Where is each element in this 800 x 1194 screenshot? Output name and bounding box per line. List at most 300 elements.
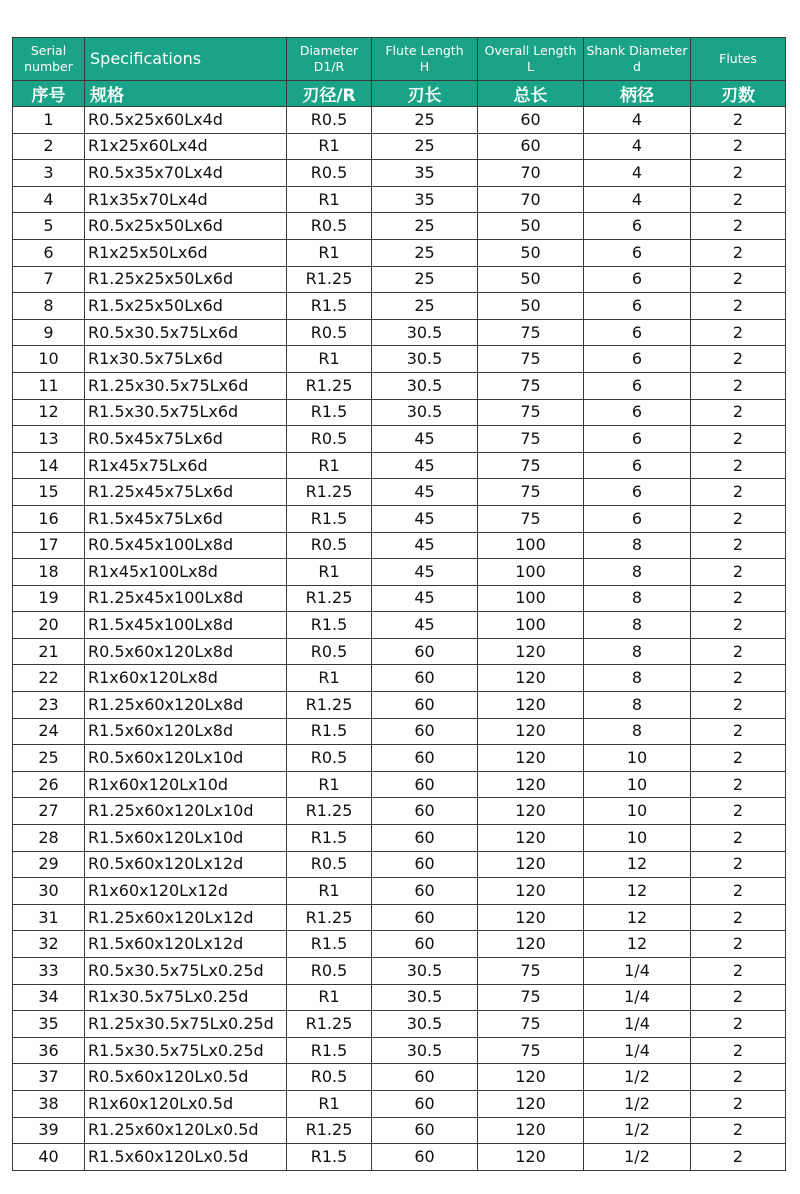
- spec-cell: R1.25x30.5x75Lx6d: [85, 372, 287, 399]
- flute-length-cell: 60: [372, 692, 478, 719]
- flutes-cell: 2: [691, 346, 786, 373]
- flutes-cell: 2: [691, 426, 786, 453]
- shank-diameter-cell: 8: [584, 665, 691, 692]
- table-row: [13, 771, 786, 798]
- spec-cell: R1x30.5x75Lx6d: [85, 346, 287, 373]
- diameter-cell: R1.5: [287, 931, 372, 958]
- serial-cell: 40: [13, 1144, 85, 1171]
- header-flutes-cn: 刃数: [691, 81, 786, 107]
- shank-diameter-cell: 1/4: [584, 1011, 691, 1038]
- shank-diameter-cell: 6: [584, 293, 691, 320]
- overall-length-cell: 120: [478, 1064, 584, 1091]
- overall-length-cell: 120: [478, 931, 584, 958]
- table-row: [13, 426, 786, 453]
- flute-length-cell: 35: [372, 186, 478, 213]
- overall-length-cell: 120: [478, 1090, 584, 1117]
- shank-diameter-cell: 1/4: [584, 1037, 691, 1064]
- flute-length-cell: 60: [372, 771, 478, 798]
- serial-cell: 31: [13, 904, 85, 931]
- overall-length-cell: 75: [478, 372, 584, 399]
- flute-length-cell: 60: [372, 1090, 478, 1117]
- shank-diameter-cell: 6: [584, 213, 691, 240]
- header-flutes: Flutes: [691, 38, 786, 81]
- shank-diameter-cell: 6: [584, 399, 691, 426]
- overall-length-cell: 75: [478, 505, 584, 532]
- flute-length-cell: 30.5: [372, 399, 478, 426]
- flutes-cell: 2: [691, 878, 786, 905]
- flute-length-cell: 30.5: [372, 372, 478, 399]
- flute-length-cell: 25: [372, 133, 478, 160]
- overall-length-cell: 120: [478, 771, 584, 798]
- diameter-cell: R0.5: [287, 851, 372, 878]
- table-row: [13, 585, 786, 612]
- table-row: [13, 665, 786, 692]
- flute-length-cell: 35: [372, 160, 478, 187]
- table-row: [13, 798, 786, 825]
- table-row: [13, 133, 786, 160]
- shank-diameter-cell: 1/2: [584, 1117, 691, 1144]
- overall-length-cell: 120: [478, 745, 584, 772]
- serial-cell: 12: [13, 399, 85, 426]
- flutes-cell: 2: [691, 851, 786, 878]
- table-row: [13, 984, 786, 1011]
- flute-length-cell: 45: [372, 452, 478, 479]
- header-diameter-line2: D1/R: [313, 59, 345, 74]
- table-row: [13, 1144, 786, 1171]
- diameter-cell: R1: [287, 878, 372, 905]
- serial-cell: 33: [13, 958, 85, 985]
- header-flute-length: [372, 38, 478, 81]
- overall-length-cell: 120: [478, 904, 584, 931]
- diameter-cell: R1: [287, 984, 372, 1011]
- shank-diameter-cell: 8: [584, 718, 691, 745]
- flutes-cell: 2: [691, 958, 786, 985]
- overall-length-cell: 100: [478, 585, 584, 612]
- spec-cell: R1.25x60x120Lx10d: [85, 798, 287, 825]
- header-shank-diameter: [584, 38, 691, 81]
- spec-cell: R1.25x60x120Lx8d: [85, 692, 287, 719]
- diameter-cell: R1: [287, 1090, 372, 1117]
- serial-cell: 17: [13, 532, 85, 559]
- flute-length-cell: 60: [372, 931, 478, 958]
- overall-length-cell: 75: [478, 1011, 584, 1038]
- spec-cell: R0.5x60x120Lx0.5d: [85, 1064, 287, 1091]
- table-row: [13, 692, 786, 719]
- flute-length-cell: 45: [372, 585, 478, 612]
- flutes-cell: 2: [691, 825, 786, 852]
- flutes-cell: 2: [691, 266, 786, 293]
- table-row: [13, 266, 786, 293]
- header-diameter: [287, 38, 372, 81]
- flute-length-cell: 25: [372, 213, 478, 240]
- shank-diameter-cell: 6: [584, 479, 691, 506]
- flute-length-cell: 60: [372, 745, 478, 772]
- flute-length-cell: 30.5: [372, 346, 478, 373]
- header-serial-line2: number: [24, 59, 73, 74]
- flutes-cell: 2: [691, 319, 786, 346]
- diameter-cell: R1: [287, 665, 372, 692]
- serial-cell: 36: [13, 1037, 85, 1064]
- spec-cell: R1x60x120Lx8d: [85, 665, 287, 692]
- overall-length-cell: 50: [478, 293, 584, 320]
- flutes-cell: 2: [691, 798, 786, 825]
- header-row-chinese: [13, 81, 786, 107]
- spec-cell: R1.25x60x120Lx12d: [85, 904, 287, 931]
- flute-length-cell: 60: [372, 1117, 478, 1144]
- shank-diameter-cell: 6: [584, 505, 691, 532]
- spec-cell: R0.5x45x100Lx8d: [85, 532, 287, 559]
- diameter-cell: R1: [287, 186, 372, 213]
- shank-diameter-cell: 6: [584, 452, 691, 479]
- flute-length-cell: 30.5: [372, 958, 478, 985]
- spec-cell: R1x30.5x75Lx0.25d: [85, 984, 287, 1011]
- flutes-cell: 2: [691, 1011, 786, 1038]
- shank-diameter-cell: 12: [584, 878, 691, 905]
- shank-diameter-cell: 4: [584, 186, 691, 213]
- diameter-cell: R1: [287, 239, 372, 266]
- diameter-cell: R1.5: [287, 1037, 372, 1064]
- header-overall-length-cn: 总长: [478, 81, 584, 107]
- diameter-cell: R1.5: [287, 825, 372, 852]
- serial-cell: 4: [13, 186, 85, 213]
- flute-length-cell: 45: [372, 532, 478, 559]
- spec-cell: R1.25x45x100Lx8d: [85, 585, 287, 612]
- overall-length-cell: 100: [478, 559, 584, 586]
- serial-cell: 35: [13, 1011, 85, 1038]
- shank-diameter-cell: 8: [584, 692, 691, 719]
- diameter-cell: R0.5: [287, 213, 372, 240]
- shank-diameter-cell: 4: [584, 133, 691, 160]
- serial-cell: 5: [13, 213, 85, 240]
- table-row: [13, 958, 786, 985]
- flutes-cell: 2: [691, 1144, 786, 1171]
- overall-length-cell: 100: [478, 612, 584, 639]
- spec-cell: R1.5x60x120Lx10d: [85, 825, 287, 852]
- header-shank-diameter-line2: d: [633, 59, 641, 74]
- flutes-cell: 2: [691, 1064, 786, 1091]
- header-serial-line1: Serial: [30, 43, 67, 58]
- table-row: [13, 878, 786, 905]
- header-spec-cn: 规格: [85, 81, 287, 107]
- flute-length-cell: 60: [372, 851, 478, 878]
- flute-length-cell: 60: [372, 638, 478, 665]
- serial-cell: 21: [13, 638, 85, 665]
- table-row: [13, 107, 786, 134]
- table-body: [13, 107, 786, 1171]
- overall-length-cell: 120: [478, 1117, 584, 1144]
- shank-diameter-cell: 4: [584, 160, 691, 187]
- header-shank-diameter-cn: 柄径: [584, 81, 691, 107]
- serial-cell: 15: [13, 479, 85, 506]
- diameter-cell: R1.5: [287, 1144, 372, 1171]
- spec-cell: R1x60x120Lx12d: [85, 878, 287, 905]
- shank-diameter-cell: 1/4: [584, 958, 691, 985]
- overall-length-cell: 75: [478, 399, 584, 426]
- diameter-cell: R1.25: [287, 266, 372, 293]
- flute-length-cell: 60: [372, 665, 478, 692]
- serial-cell: 7: [13, 266, 85, 293]
- flute-length-cell: 25: [372, 107, 478, 134]
- diameter-cell: R1: [287, 452, 372, 479]
- spec-cell: R1.5x30.5x75Lx6d: [85, 399, 287, 426]
- diameter-cell: R0.5: [287, 426, 372, 453]
- table-row: [13, 1037, 786, 1064]
- shank-diameter-cell: 8: [584, 532, 691, 559]
- header-overall-length: [478, 38, 584, 81]
- diameter-cell: R1.5: [287, 612, 372, 639]
- flute-length-cell: 30.5: [372, 984, 478, 1011]
- flute-length-cell: 60: [372, 904, 478, 931]
- table-row: [13, 399, 786, 426]
- diameter-cell: R1: [287, 559, 372, 586]
- diameter-cell: R1.25: [287, 372, 372, 399]
- serial-cell: 1: [13, 107, 85, 134]
- shank-diameter-cell: 6: [584, 266, 691, 293]
- table-row: [13, 372, 786, 399]
- table-row: [13, 186, 786, 213]
- spec-table-container: [12, 37, 785, 1171]
- overall-length-cell: 75: [478, 1037, 584, 1064]
- diameter-cell: R1: [287, 133, 372, 160]
- serial-cell: 10: [13, 346, 85, 373]
- flute-length-cell: 45: [372, 612, 478, 639]
- diameter-cell: R1.5: [287, 399, 372, 426]
- serial-cell: 27: [13, 798, 85, 825]
- flutes-cell: 2: [691, 213, 786, 240]
- flute-length-cell: 60: [372, 1144, 478, 1171]
- flute-length-cell: 60: [372, 718, 478, 745]
- flute-length-cell: 45: [372, 559, 478, 586]
- serial-cell: 16: [13, 505, 85, 532]
- flutes-cell: 2: [691, 479, 786, 506]
- overall-length-cell: 120: [478, 638, 584, 665]
- flutes-cell: 2: [691, 399, 786, 426]
- header-diameter-line1: Diameter: [299, 43, 359, 58]
- flutes-cell: 2: [691, 133, 786, 160]
- shank-diameter-cell: 8: [584, 559, 691, 586]
- spec-cell: R1x45x75Lx6d: [85, 452, 287, 479]
- shank-diameter-cell: 6: [584, 426, 691, 453]
- diameter-cell: R0.5: [287, 638, 372, 665]
- flutes-cell: 2: [691, 585, 786, 612]
- overall-length-cell: 60: [478, 107, 584, 134]
- shank-diameter-cell: 6: [584, 319, 691, 346]
- spec-cell: R0.5x60x120Lx12d: [85, 851, 287, 878]
- spec-cell: R1.5x60x120Lx12d: [85, 931, 287, 958]
- flutes-cell: 2: [691, 239, 786, 266]
- serial-cell: 14: [13, 452, 85, 479]
- flute-length-cell: 45: [372, 505, 478, 532]
- serial-cell: 6: [13, 239, 85, 266]
- header-serial: [13, 38, 85, 81]
- shank-diameter-cell: 8: [584, 585, 691, 612]
- spec-cell: R1.5x30.5x75Lx0.25d: [85, 1037, 287, 1064]
- shank-diameter-cell: 10: [584, 771, 691, 798]
- table-row: [13, 505, 786, 532]
- flutes-cell: 2: [691, 1037, 786, 1064]
- diameter-cell: R0.5: [287, 745, 372, 772]
- flute-length-cell: 45: [372, 426, 478, 453]
- header-overall-length-line1: Overall Length: [484, 43, 577, 58]
- serial-cell: 26: [13, 771, 85, 798]
- flutes-cell: 2: [691, 984, 786, 1011]
- spec-cell: R1x45x100Lx8d: [85, 559, 287, 586]
- table-row: [13, 239, 786, 266]
- flutes-cell: 2: [691, 718, 786, 745]
- overall-length-cell: 120: [478, 878, 584, 905]
- shank-diameter-cell: 10: [584, 798, 691, 825]
- spec-cell: R0.5x25x50Lx6d: [85, 213, 287, 240]
- shank-diameter-cell: 8: [584, 638, 691, 665]
- overall-length-cell: 75: [478, 984, 584, 1011]
- shank-diameter-cell: 6: [584, 239, 691, 266]
- diameter-cell: R1.25: [287, 1011, 372, 1038]
- table-row: [13, 825, 786, 852]
- serial-cell: 19: [13, 585, 85, 612]
- header-spec: Specifications: [85, 38, 287, 81]
- flute-length-cell: 30.5: [372, 319, 478, 346]
- flutes-cell: 2: [691, 692, 786, 719]
- header-flute-length-line1: Flute Length: [385, 43, 464, 58]
- flute-length-cell: 45: [372, 479, 478, 506]
- flutes-cell: 2: [691, 107, 786, 134]
- overall-length-cell: 120: [478, 1144, 584, 1171]
- diameter-cell: R1.5: [287, 505, 372, 532]
- spec-cell: R1.5x60x120Lx0.5d: [85, 1144, 287, 1171]
- overall-length-cell: 120: [478, 851, 584, 878]
- flute-length-cell: 30.5: [372, 1037, 478, 1064]
- serial-cell: 32: [13, 931, 85, 958]
- table-row: [13, 559, 786, 586]
- overall-length-cell: 120: [478, 692, 584, 719]
- serial-cell: 3: [13, 160, 85, 187]
- serial-cell: 29: [13, 851, 85, 878]
- shank-diameter-cell: 12: [584, 851, 691, 878]
- table-row: [13, 1011, 786, 1038]
- flutes-cell: 2: [691, 612, 786, 639]
- spec-cell: R1x25x50Lx6d: [85, 239, 287, 266]
- serial-cell: 39: [13, 1117, 85, 1144]
- diameter-cell: R1.25: [287, 479, 372, 506]
- flute-length-cell: 60: [372, 1064, 478, 1091]
- diameter-cell: R1.25: [287, 692, 372, 719]
- shank-diameter-cell: 4: [584, 107, 691, 134]
- diameter-cell: R0.5: [287, 319, 372, 346]
- table-row: [13, 532, 786, 559]
- shank-diameter-cell: 10: [584, 825, 691, 852]
- serial-cell: 38: [13, 1090, 85, 1117]
- spec-cell: R0.5x25x60Lx4d: [85, 107, 287, 134]
- serial-cell: 30: [13, 878, 85, 905]
- spec-cell: R0.5x30.5x75Lx6d: [85, 319, 287, 346]
- overall-length-cell: 120: [478, 718, 584, 745]
- header-shank-diameter-line1: Shank Diameter: [586, 43, 688, 58]
- table-row: [13, 1090, 786, 1117]
- header-serial-cn: 序号: [13, 81, 85, 107]
- flutes-cell: 2: [691, 931, 786, 958]
- table-row: [13, 745, 786, 772]
- flutes-cell: 2: [691, 532, 786, 559]
- flute-length-cell: 60: [372, 825, 478, 852]
- overall-length-cell: 100: [478, 532, 584, 559]
- diameter-cell: R1.25: [287, 798, 372, 825]
- spec-cell: R0.5x45x75Lx6d: [85, 426, 287, 453]
- serial-cell: 13: [13, 426, 85, 453]
- table-row: [13, 612, 786, 639]
- serial-cell: 20: [13, 612, 85, 639]
- flutes-cell: 2: [691, 293, 786, 320]
- serial-cell: 9: [13, 319, 85, 346]
- flutes-cell: 2: [691, 372, 786, 399]
- shank-diameter-cell: 1/2: [584, 1064, 691, 1091]
- serial-cell: 24: [13, 718, 85, 745]
- shank-diameter-cell: 6: [584, 372, 691, 399]
- spec-cell: R0.5x35x70Lx4d: [85, 160, 287, 187]
- table-row: [13, 213, 786, 240]
- flutes-cell: 2: [691, 638, 786, 665]
- shank-diameter-cell: 1/2: [584, 1144, 691, 1171]
- diameter-cell: R1.25: [287, 1117, 372, 1144]
- shank-diameter-cell: 8: [584, 612, 691, 639]
- diameter-cell: R0.5: [287, 160, 372, 187]
- spec-cell: R1x25x60Lx4d: [85, 133, 287, 160]
- table-row: [13, 319, 786, 346]
- shank-diameter-cell: 1/2: [584, 1090, 691, 1117]
- overall-length-cell: 75: [478, 452, 584, 479]
- serial-cell: 11: [13, 372, 85, 399]
- flute-length-cell: 25: [372, 266, 478, 293]
- overall-length-cell: 70: [478, 186, 584, 213]
- overall-length-cell: 75: [478, 479, 584, 506]
- overall-length-cell: 50: [478, 266, 584, 293]
- serial-cell: 22: [13, 665, 85, 692]
- diameter-cell: R1.5: [287, 293, 372, 320]
- shank-diameter-cell: 12: [584, 904, 691, 931]
- spec-cell: R1.25x25x50Lx6d: [85, 266, 287, 293]
- shank-diameter-cell: 10: [584, 745, 691, 772]
- flutes-cell: 2: [691, 1117, 786, 1144]
- spec-cell: R0.5x60x120Lx8d: [85, 638, 287, 665]
- overall-length-cell: 50: [478, 213, 584, 240]
- serial-cell: 2: [13, 133, 85, 160]
- table-row: [13, 638, 786, 665]
- flute-length-cell: 60: [372, 798, 478, 825]
- overall-length-cell: 75: [478, 319, 584, 346]
- shank-diameter-cell: 6: [584, 346, 691, 373]
- serial-cell: 25: [13, 745, 85, 772]
- diameter-cell: R1.25: [287, 904, 372, 931]
- overall-length-cell: 50: [478, 239, 584, 266]
- table-row: [13, 452, 786, 479]
- serial-cell: 28: [13, 825, 85, 852]
- spec-cell: R1.5x25x50Lx6d: [85, 293, 287, 320]
- table-row: [13, 904, 786, 931]
- flute-length-cell: 25: [372, 239, 478, 266]
- header-flute-length-line2: H: [419, 59, 430, 74]
- spec-cell: R1.5x60x120Lx8d: [85, 718, 287, 745]
- diameter-cell: R1.25: [287, 585, 372, 612]
- diameter-cell: R1.5: [287, 718, 372, 745]
- flutes-cell: 2: [691, 771, 786, 798]
- serial-cell: 23: [13, 692, 85, 719]
- flutes-cell: 2: [691, 1090, 786, 1117]
- spec-cell: R1.25x45x75Lx6d: [85, 479, 287, 506]
- serial-cell: 34: [13, 984, 85, 1011]
- overall-length-cell: 120: [478, 665, 584, 692]
- header-row-english: [13, 38, 786, 81]
- spec-cell: R1.25x30.5x75Lx0.25d: [85, 1011, 287, 1038]
- overall-length-cell: 120: [478, 825, 584, 852]
